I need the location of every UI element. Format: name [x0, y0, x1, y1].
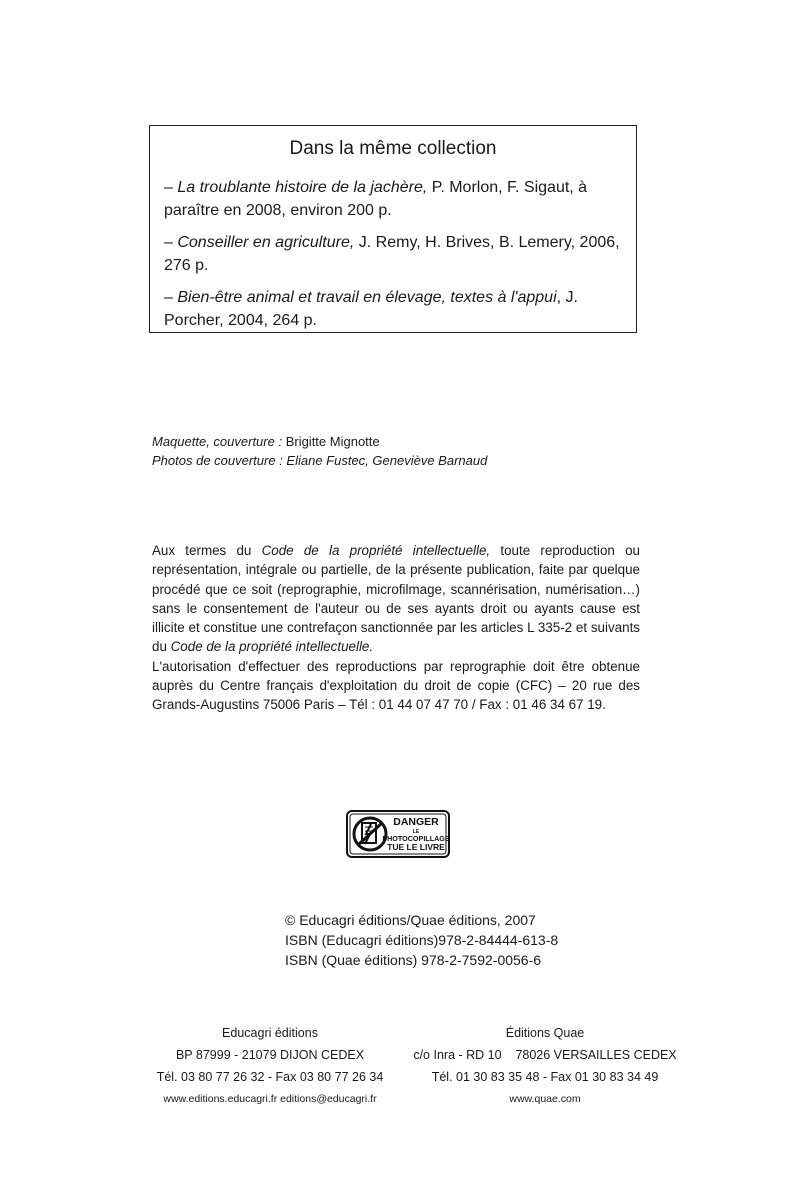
publisher-address: c/o Inra - RD 10 78026 VERSAILLES CEDEX — [413, 1048, 677, 1062]
legal-paragraph — [152, 541, 640, 657]
isbn-quae: ISBN (Quae éditions) 978-2-7592-0056-6 — [285, 952, 542, 968]
legal-text: toute reproduction ou représentation, intégrale ou partielle, de la présente publication, faite par quelque procédé que ce soit (reprographie, microfilmage, scannérisation, numérisation…) sans le consentement de l'auteur ou de ses ayants droit ou ayants cause est illicite et constitue une contrefaçon sanctionnée par les articles L 335-2 et suivants du — [152, 543, 640, 655]
isbn-educagri: ISBN (Educagri éditions)978-2-84444-613-8 — [285, 932, 559, 948]
publisher-phone: Tél. 01 30 83 35 48 - Fax 01 30 83 34 49 — [431, 1070, 659, 1084]
legal-paragraph: L'autorisation d'effectuer des reproductions par reprographie doit être obtenue auprès du Centre français d'exploitation du droit de copie (CFC) – 20 rue des Grands-Augustins 75006 Paris – Tél : 01 44 07 47 70 / Fax : 01 46 34 67 19. — [152, 658, 640, 713]
legal-code-ref: Code de la propriété intellectuelle. — [170, 639, 374, 655]
danger-photocopillage: PHOTOCOPILLAGE — [382, 834, 450, 843]
danger-le: LE — [412, 829, 420, 835]
entry-title: La troublante histoire de la jachère, — [177, 179, 428, 196]
legal-notice — [152, 541, 640, 715]
publisher-educagri — [140, 1022, 400, 1110]
collection-entry — [164, 286, 622, 332]
publishers — [140, 1022, 680, 1110]
photos-credit-label: Photos de couverture : — [152, 453, 283, 468]
photos-credit — [152, 451, 487, 470]
entry-title: Conseiller en agriculture, — [177, 234, 355, 251]
entry-details: P. Morlon, F. Sigaut, à paraître en 2008, environ 200 p. — [164, 179, 588, 219]
danger-word: DANGER — [393, 816, 439, 828]
danger-tue-le-livre: TUE LE LIVRE — [387, 842, 445, 852]
entry-details: J. Remy, H. Brives, B. Lemery, 2006, 276 p. — [164, 234, 620, 274]
entry-title: Bien-être animal et travail en élevage, textes à l'appui — [177, 289, 557, 306]
photos-credit-value: Eliane Fustec, Geneviève Barnaud — [282, 453, 488, 468]
entry-dash: – — [164, 179, 178, 196]
publisher-quae — [410, 1022, 680, 1110]
layout-credit — [152, 432, 487, 451]
prohibited-book-icon — [354, 818, 386, 850]
collection-box — [149, 125, 637, 333]
publisher-web: www.quae.com — [509, 1093, 581, 1105]
entry-details: , J. Porcher, 2004, 264 p. — [164, 289, 578, 329]
legal-text: Aux termes du — [152, 543, 262, 558]
copyright-line: © Educagri éditions/Quae éditions, 2007 — [285, 912, 536, 928]
publisher-phone: Tél. 03 80 77 26 32 - Fax 03 80 77 26 34 — [156, 1070, 384, 1084]
credits — [152, 432, 487, 470]
layout-credit-value: Brigitte Mignotte — [282, 434, 380, 449]
collection-entry — [164, 231, 622, 277]
publisher-address: BP 87999 - 21079 DIJON CEDEX — [175, 1048, 365, 1062]
copyright-block — [285, 910, 558, 970]
publisher-name: Educagri éditions — [222, 1026, 318, 1040]
publisher-web: www.editions.educagri.fr editions@educagri.fr — [163, 1093, 377, 1105]
collection-entry — [164, 176, 622, 222]
entry-dash: – — [164, 234, 178, 251]
layout-credit-label: Maquette, couverture : — [152, 434, 283, 449]
danger-photocopillage-logo — [346, 810, 450, 858]
collection-title: Dans la même collection — [289, 138, 497, 159]
legal-code-ref: Code de la propriété intellectuelle, — [261, 543, 491, 558]
publisher-name: Éditions Quae — [505, 1026, 585, 1040]
entry-dash: – — [164, 289, 178, 306]
